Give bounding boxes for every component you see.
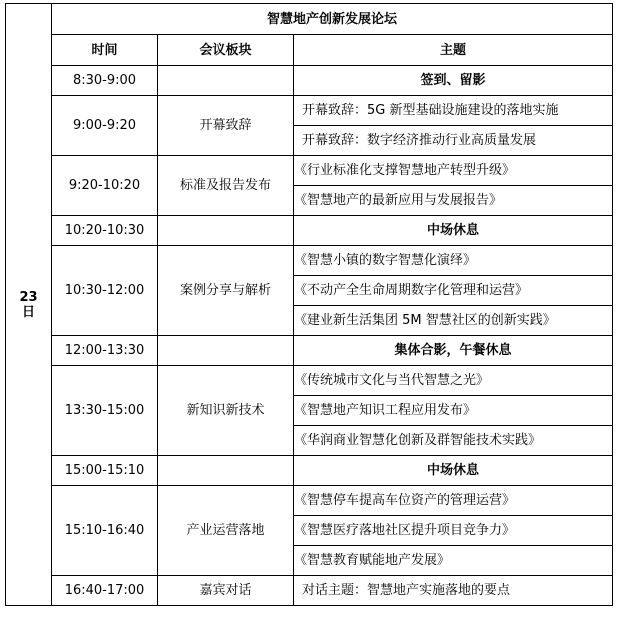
topic-break: 中场休息 [294, 456, 613, 486]
topic-cell: 《智慧小镇的数字智慧化演绎》 [294, 246, 613, 276]
agenda-row [6, 576, 613, 606]
time-cell: 16:40-17:00 [52, 576, 158, 606]
agenda-row [6, 156, 613, 186]
agenda-table [5, 3, 613, 606]
agenda-row [6, 96, 613, 126]
forum-title: 智慧地产创新发展论坛 [52, 4, 613, 35]
date-cell [6, 4, 52, 606]
module-cell [158, 66, 294, 96]
date-unit: 日 [21, 304, 35, 320]
time-cell: 15:00-15:10 [52, 456, 158, 486]
topic-cell: 对话主题：智慧地产实施落地的要点 [294, 576, 613, 606]
module-cell: 开幕致辞 [158, 96, 294, 156]
module-cell: 案例分享与解析 [158, 246, 294, 336]
module-cell: 产业运营落地 [158, 486, 294, 576]
agenda-row [6, 366, 613, 396]
topic-cell: 开幕致辞：数字经济推动行业高质量发展 [294, 126, 613, 156]
agenda-row [6, 486, 613, 516]
agenda-row [6, 456, 613, 486]
module-cell [158, 336, 294, 366]
module-cell: 嘉宾对话 [158, 576, 294, 606]
time-cell: 15:10-16:40 [52, 486, 158, 576]
agenda-row [6, 66, 613, 96]
topic-break: 集体合影，午餐休息 [294, 336, 613, 366]
time-cell: 9:00-9:20 [52, 96, 158, 156]
agenda-row [6, 216, 613, 246]
topic-cell: 《华润商业智慧化创新及群智能技术实践》 [294, 426, 613, 456]
topic-cell: 开幕致辞：5G 新型基础设施建设的落地实施 [294, 96, 613, 126]
forum-title-row [6, 4, 613, 35]
date-day: 23 [19, 289, 38, 305]
topic-cell: 《智慧停车提高车位资产的管理运营》 [294, 486, 613, 516]
topic-break: 中场休息 [294, 216, 613, 246]
topic-break: 签到、留影 [294, 66, 613, 96]
time-cell: 9:20-10:20 [52, 156, 158, 216]
agenda-row [6, 336, 613, 366]
time-cell: 10:30-12:00 [52, 246, 158, 336]
module-cell [158, 456, 294, 486]
topic-cell: 《建业新生活集团 5M 智慧社区的创新实践》 [294, 306, 613, 336]
agenda-row [6, 246, 613, 276]
time-cell: 12:00-13:30 [52, 336, 158, 366]
time-cell: 13:30-15:00 [52, 366, 158, 456]
module-cell [158, 216, 294, 246]
topic-cell: 《智慧地产知识工程应用发布》 [294, 396, 613, 426]
time-cell: 8:30-9:00 [52, 66, 158, 96]
column-header-row [6, 35, 613, 66]
time-cell: 10:20-10:30 [52, 216, 158, 246]
topic-cell: 《不动产全生命周期数字化管理和运营》 [294, 276, 613, 306]
header-module: 会议板块 [158, 35, 294, 66]
module-cell: 标准及报告发布 [158, 156, 294, 216]
topic-cell: 《智慧地产的最新应用与发展报告》 [294, 186, 613, 216]
module-cell: 新知识新技术 [158, 366, 294, 456]
header-topic: 主题 [294, 35, 613, 66]
topic-cell: 《智慧医疗落地社区提升项目竞争力》 [294, 516, 613, 546]
topic-cell: 《传统城市文化与当代智慧之光》 [294, 366, 613, 396]
topic-cell: 《智慧教育赋能地产发展》 [294, 546, 613, 576]
topic-cell: 《行业标准化支撑智慧地产转型升级》 [294, 156, 613, 186]
header-time: 时间 [52, 35, 158, 66]
